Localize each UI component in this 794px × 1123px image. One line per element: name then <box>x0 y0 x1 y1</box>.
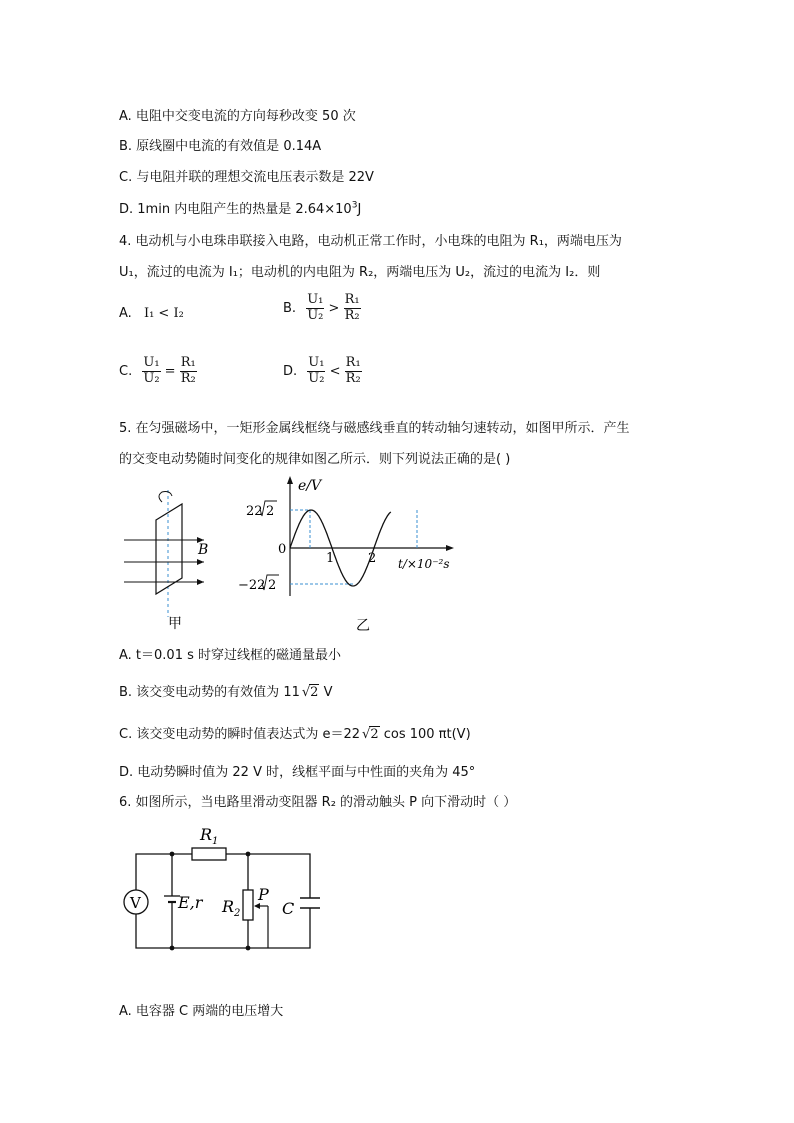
q4-option-a-expr: I₁ < I₂ <box>143 306 184 321</box>
y-axis-label: e/V <box>298 478 322 494</box>
q4-option-b-left-fraction: $\frac{\text{U₁}}{\text{U₂}}$ <box>307 292 324 323</box>
b-field-label: B <box>198 542 209 558</box>
slider-label: P <box>258 885 269 904</box>
q3-option-d-text: D. 1min 内电阻产生的热量是 2.64×10 <box>119 202 352 217</box>
q5-option-b-unit: V <box>319 685 333 700</box>
sqrt-sign-icon: √ <box>301 685 311 700</box>
q4-option-b <box>283 293 361 324</box>
rotation-arrow-icon <box>159 492 172 503</box>
emf-graph <box>232 472 462 637</box>
q5-option-d: D. 电动势瞬时值为 22 V 时，线框平面与中性面的夹角为 45° <box>119 765 476 780</box>
resistor-r1 <box>192 848 226 860</box>
q4-stem-line2: U₁，流过的电流为 I₁；电动机的内电阻为 R₂，两端电压为 U₂，流过的电流为 I₂．则 <box>119 265 601 280</box>
r2-label: $R_2$ <box>222 897 241 919</box>
q4-option-d-left-fraction: $\frac{\text{U₁}}{\text{U₂}}$ <box>308 355 325 386</box>
r1-label: $R_1$ <box>200 825 219 847</box>
q5-option-c-sqrt: 2 <box>370 727 379 742</box>
q4-option-c-label: C. <box>119 363 133 379</box>
q4-option-b-operator: > <box>328 300 340 316</box>
field-arrow-2 <box>197 559 204 565</box>
q5-stem-line1: 5. 在匀强磁场中，一矩形金属线框绕与磁感线垂直的转动轴匀速转动，如图甲所示．产生 <box>119 421 630 436</box>
q4-option-c-right-fraction: $\frac{\text{R₁}}{\text{R₂}}$ <box>180 355 196 386</box>
q3-option-d-exponent: 3 <box>351 200 358 211</box>
ymax-label: 22 <box>246 504 263 519</box>
q4-option-b-right-fraction: $\frac{\text{R₁}}{\text{R₂}}$ <box>344 292 360 323</box>
capacitor-gap <box>304 898 316 908</box>
rheostat-r2 <box>243 890 253 920</box>
ymax-sqrt-arg: 2 <box>266 504 275 519</box>
ymin-label: −22 <box>238 578 266 593</box>
sqrt-sign-icon: √ <box>362 727 371 742</box>
q4-option-b-label: B. <box>283 300 297 316</box>
voltmeter-label: V <box>130 894 141 912</box>
q4-option-d-right-fraction: $\frac{\text{R₁}}{\text{R₂}}$ <box>345 355 361 386</box>
q5-option-b <box>119 681 332 700</box>
x-tick-2-label: 2 <box>368 551 377 566</box>
q3-option-d <box>119 198 361 217</box>
junction-dot <box>246 946 251 951</box>
q3-option-a: A. 电阻中交变电流的方向每秒改变 50 次 <box>119 109 356 124</box>
q6-stem: 6. 如图所示，当电路里滑动变阻器 R₂ 的滑动触头 P 向下滑动时（ ） <box>119 795 517 810</box>
q4-option-a-label: A. <box>119 306 132 321</box>
q5-option-c <box>119 723 471 742</box>
circuit-diagram <box>118 820 333 955</box>
x-axis-label: t/×10⁻²s <box>398 557 450 571</box>
x-axis-arrow-icon <box>446 545 454 551</box>
q5-option-c-suffix: cos 100 πt(V) <box>379 727 471 742</box>
q6-option-a: A. 电容器 C 两端的电压增大 <box>119 1004 284 1019</box>
q3-option-d-unit: J <box>357 202 362 217</box>
q3-option-b: B. 原线圈中电流的有效值是 0.14A <box>119 139 322 154</box>
capacitor-label: C <box>282 899 295 918</box>
q5-stem-line2: 的交变电动势随时间变化的规律如图乙所示．则下列说法正确的是( ) <box>119 452 511 467</box>
coil-diagram <box>118 482 223 637</box>
figure-left-caption: 甲 <box>168 616 182 632</box>
q5-option-a: A. t＝0.01 s 时穿过线框的磁通量最小 <box>119 648 342 663</box>
q4-stem-line1: 4. 电动机与小电珠串联接入电路，电动机正常工作时，小电珠的电阻为 R₁，两端电压为 <box>119 234 622 249</box>
field-arrow-3 <box>197 579 204 585</box>
q5-option-b-text: B. 该交变电动势的有效值为 11 <box>119 685 300 700</box>
figure-right-caption: 乙 <box>356 618 370 634</box>
q4-option-d-operator: < <box>329 363 341 379</box>
q4-option-a <box>119 306 184 321</box>
junction-dot <box>246 852 251 857</box>
junction-dot <box>170 946 175 951</box>
q4-option-d <box>283 356 362 387</box>
y-axis-arrow-icon <box>287 476 293 484</box>
q3-option-c: C. 与电阻并联的理想交流电压表示数是 22V <box>119 170 374 185</box>
q4-option-d-label: D. <box>283 363 298 379</box>
q5-option-c-text: C. 该交变电动势的瞬时值表达式为 e＝22 <box>119 727 361 742</box>
q4-option-c-left-fraction: $\frac{\text{U₁}}{\text{U₂}}$ <box>143 355 160 386</box>
q4-option-c <box>119 356 197 387</box>
ymin-sqrt-arg: 2 <box>268 578 277 593</box>
battery-label: E,r <box>178 893 203 912</box>
origin-label: 0 <box>278 542 287 557</box>
q5-option-b-sqrt: 2 <box>310 685 319 700</box>
q4-option-c-operator: = <box>164 363 176 379</box>
junction-dot <box>170 852 175 857</box>
x-tick-1-label: 1 <box>326 551 335 566</box>
metal-frame <box>156 504 182 594</box>
